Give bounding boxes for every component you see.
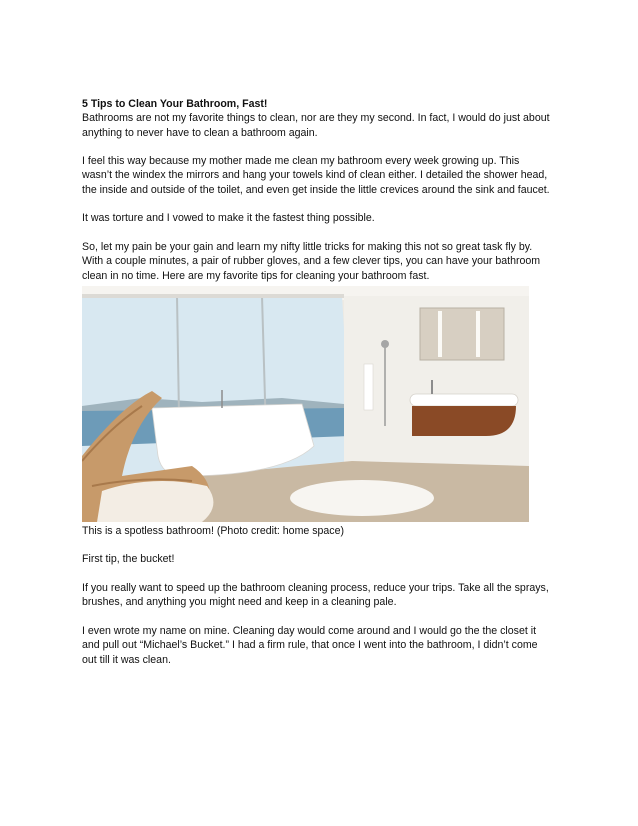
paragraph-bucket: If you really want to speed up the bathroom cleaning process, reduce your trips. Take all the sprays, brushes, and anything you might need and keep in a cleaning pale. bbox=[82, 582, 549, 609]
wood-vanity bbox=[412, 406, 516, 436]
paragraph-torture: It was torture and I vowed to make it the fastest thing possible. bbox=[82, 212, 375, 225]
image-caption: This is a spotless bathroom! (Photo credit: home space) bbox=[82, 524, 345, 537]
sink-basin bbox=[410, 394, 518, 406]
tip-heading: First tip, the bucket! bbox=[82, 553, 175, 566]
bath-rug bbox=[290, 480, 434, 516]
paragraph-tips: So, let my pain be your gain and learn my nifty little tricks for making this not so great task fly by. With a couple minutes, a pair of rubber gloves, and a few clever tips, you can have your bathroom clean in no time. Here are my favorite tips for cleaning your bathroom fast. bbox=[82, 240, 541, 282]
article-title: 5 Tips to Clean Your Bathroom, Fast! bbox=[82, 98, 268, 110]
bathroom-photo bbox=[82, 286, 529, 522]
paragraph-name: I even wrote my name on mine. Cleaning day would come around and I would go the the closet it and pull out “Michael’s Bucket.” I had a firm rule, that once I went into the bathroom, I didn’t come out till it was clean. bbox=[82, 624, 538, 666]
mirror-cabinet bbox=[420, 308, 504, 360]
article-body bbox=[82, 97, 552, 667]
bathroom-illustration bbox=[82, 286, 529, 522]
paragraph-intro: Bathrooms are not my favorite things to clean, nor are they my second. In fact, I would do just about anything to never have to clean a bathroom again. bbox=[82, 112, 550, 139]
paragraph-mother: I feel this way because my mother made me clean my bathroom every week growing up. This wasn’t the windex the mirrors and hang your towels kind of clean either. I detailed the shower head, the inside and outside of the toilet, and even get inside the little crevices around the sink and faucet. bbox=[82, 155, 550, 196]
